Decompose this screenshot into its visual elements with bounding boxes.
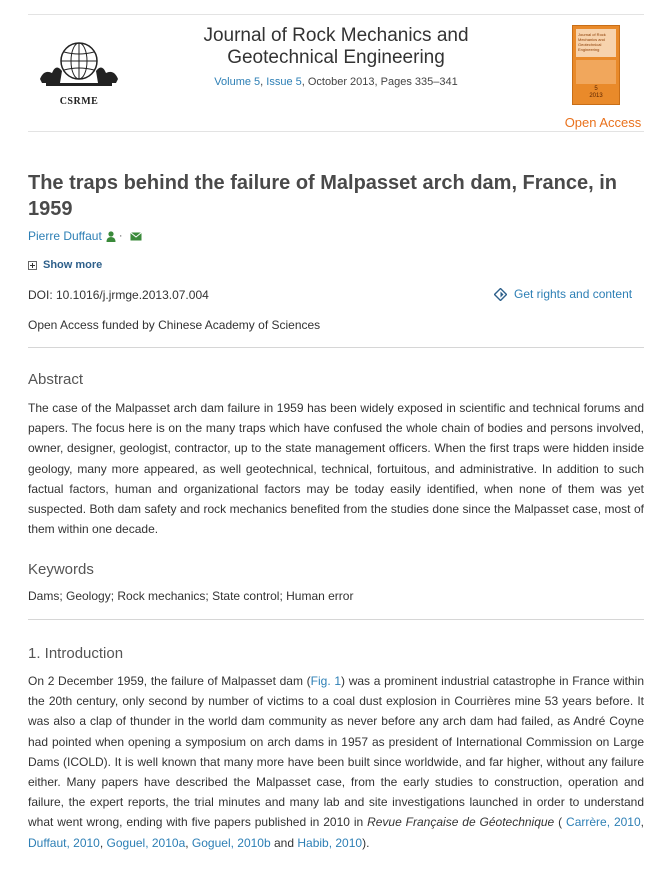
divider [28,619,644,620]
journal-meta [158,76,514,88]
abstract-text: The case of the Malpasset arch dam failure in 1959 has been widely exposed in scientific and technical forums and papers. The focus here is on the many traps which have confused the whole chain of bodies and persons involved, owner, designer, geologist, contractor, up to the state management officers. When the first traps were hidden inside geology, many more appeared, as well geotechnical, technical, fortuitous, and administrative. In addition to such factual factors, human and organizational factors may be today easily identified, when none of them was yet suspected. Both dam safety and rock mechanics benefited from the studies done since the Malpasset case, most of them within one decade. [28,401,644,537]
intro-part-2: ) was a prominent industrial catastrophe in France within the 20th century, only second by number of victims to a coal dust explosion in Courrières mine 53 years before. It was also a clap of thunder in the world dam community as never before any arch dam had failed, as André Coyne had pointed when opening a symposium on arch dams in 1957 as president of International Commission on Large Dams (ICOLD). It is well known that many more have been built since worldwide, and far higher, without any failure either. Many papers have described the Malpasset case, from the early studies to construction, operation and failure, the expert reports, the trial minutes and many lab and site investigations launched in order to understand what went wrong, ending with five papers published in 2010 in [28,674,644,830]
cover-number [573,86,619,100]
logo-text: CSRME [59,96,99,107]
show-more-label: Show more [43,259,103,271]
divider [28,347,644,348]
reference-link[interactable]: Goguel, 2010a [106,835,186,850]
reference-separator: , [640,815,644,830]
keywords-list: Dams; Geology; Rock mechanics; State control; Human error [28,589,354,603]
doi[interactable]: DOI: 10.1016/j.jrmge.2013.07.004 [28,288,209,302]
author-list [28,229,142,243]
journal-cover[interactable] [572,25,620,105]
journal-title[interactable]: Journal of Rock Mechanics and Geotechnical Engineering [203,25,469,68]
person-icon[interactable] [106,231,116,242]
get-rights-link[interactable] [494,287,632,301]
cover-title: Journal of Rock Mechanics and Geotechnical Engineering [578,32,606,52]
cited-journal: Revue Française de Géotechnique [367,815,555,830]
reference-separator: , [99,835,107,850]
reference-link[interactable]: Habib, 2010 [297,835,363,850]
email-icon[interactable] [130,232,142,241]
reference-separator: and [270,835,298,850]
open-access-label: Open Access [564,115,642,130]
author-separator: · [118,230,123,242]
plus-icon [28,261,37,270]
author-name[interactable]: Pierre Duffaut [28,229,102,243]
reference-separator: , [185,835,192,850]
intro-end: ). [362,835,370,850]
reference-link[interactable]: Carrère, 2010 [566,815,641,830]
article-title: The traps behind the failure of Malpasset arch dam, France, in 1959 [28,172,618,220]
csrme-logo[interactable] [36,33,122,111]
intro-part-3: ( [554,815,567,830]
date-pages: , October 2013, Pages 335–341 [301,76,458,88]
figure-1-link[interactable]: Fig. 1 [310,674,342,688]
reference-link[interactable]: Duffaut, 2010 [28,835,100,850]
cover-year: 2013 [589,93,603,99]
cover-image [576,60,616,84]
journal-header [28,14,644,132]
funding-note: Open Access funded by Chinese Academy of Sciences [28,318,321,332]
keywords-heading: Keywords [28,561,94,578]
meta-comma: , [260,76,267,88]
cover-issue-number: 5 [594,86,598,92]
volume-link[interactable]: Volume 5 [214,76,261,88]
rights-icon [494,288,507,301]
introduction-heading: 1. Introduction [28,645,124,662]
introduction-text [28,671,644,853]
show-more-toggle[interactable] [28,259,102,271]
issue-link[interactable]: Issue 5 [266,76,302,88]
abstract-heading: Abstract [28,371,84,388]
intro-part-1: On 2 December 1959, the failure of Malpasset dam ( [28,674,311,688]
reference-link[interactable]: Goguel, 2010b [191,835,271,850]
globe-icon [36,33,122,95]
rights-label: Get rights and content [514,287,633,301]
